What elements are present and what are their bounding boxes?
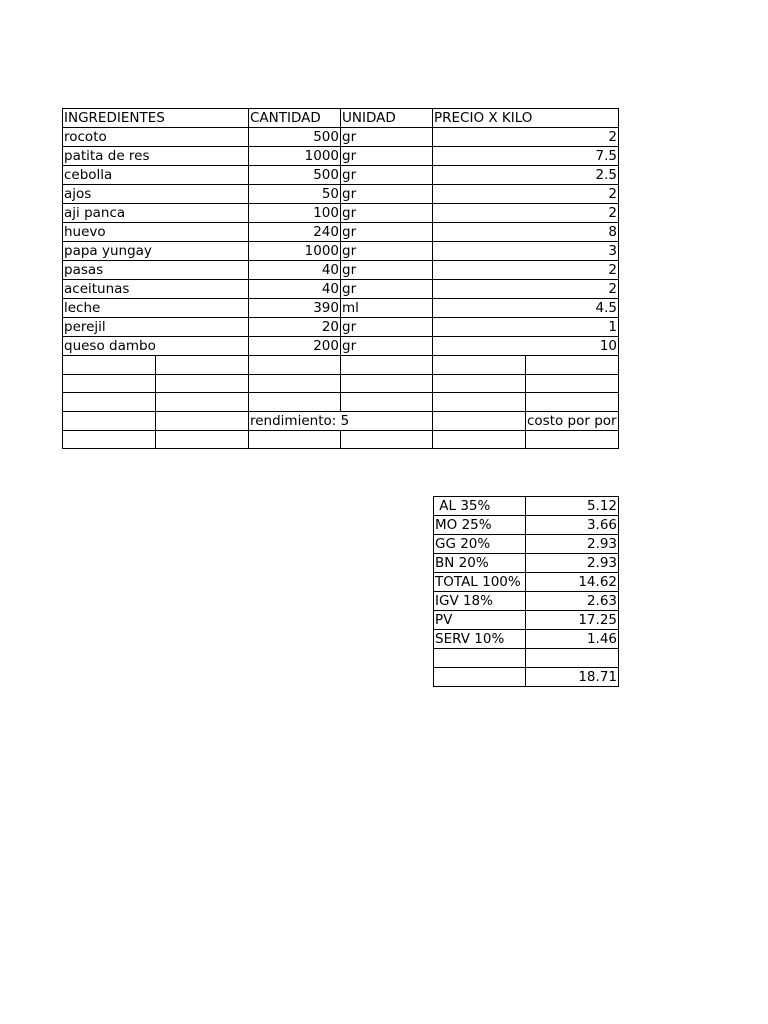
ingredient-unit-cell[interactable]: gr	[341, 147, 433, 166]
header-cantidad[interactable]: CANTIDAD	[249, 109, 341, 128]
blank-cell[interactable]	[249, 374, 341, 393]
ingredient-qty-cell[interactable]: 1000	[249, 242, 341, 261]
ingredient-qty-cell[interactable]: 1000	[249, 147, 341, 166]
ingredient-qty-cell[interactable]: 40	[249, 280, 341, 299]
blank-cell[interactable]	[341, 393, 433, 412]
blank-cell[interactable]	[63, 411, 156, 430]
header-ingredientes[interactable]: INGREDIENTES	[64, 110, 165, 126]
rendimiento-cell[interactable]: rendimiento: 5	[250, 412, 350, 429]
ingredient-name-cell[interactable]: huevo	[63, 223, 249, 242]
summary-label-cell[interactable]	[434, 649, 526, 668]
summary-value-cell[interactable]: 2.93	[526, 554, 619, 573]
rendimiento-row	[63, 411, 619, 430]
blank-cell[interactable]	[341, 411, 433, 430]
ingredient-row	[63, 223, 619, 242]
header-precio-x-kilo[interactable]: PRECIO X KILO	[434, 110, 533, 126]
ingredient-name-cell[interactable]: aceitunas	[63, 280, 249, 299]
blank-cell[interactable]	[156, 356, 249, 375]
summary-value-cell[interactable]: 18.71	[526, 667, 619, 686]
blank-cell[interactable]	[249, 393, 341, 412]
summary-label-cell[interactable]: TOTAL 100%	[434, 573, 526, 592]
summary-label-cell[interactable]: GG 20%	[434, 535, 526, 554]
ingredient-row	[63, 166, 619, 185]
ingredient-row	[63, 318, 619, 337]
ingredient-unit-cell[interactable]: gr	[341, 337, 433, 356]
ingredient-qty-cell[interactable]: 50	[249, 185, 341, 204]
blank-cell[interactable]	[341, 374, 433, 393]
ingredient-unit-cell[interactable]: gr	[341, 204, 433, 223]
summary-label-cell[interactable]: MO 25%	[434, 516, 526, 535]
costo-por-porcion-cell[interactable]: costo por por	[527, 412, 617, 429]
blank-cell[interactable]	[526, 356, 619, 375]
ingredient-unit-cell[interactable]: gr	[341, 318, 433, 337]
blank-cell[interactable]	[156, 411, 249, 430]
summary-label-cell[interactable]: AL 35%	[434, 497, 526, 516]
empty-row	[63, 430, 619, 449]
ingredient-qty-cell[interactable]: 100	[249, 204, 341, 223]
ingredient-row	[63, 261, 619, 280]
blank-cell[interactable]	[341, 430, 433, 449]
ingredient-row	[63, 128, 619, 147]
ingredient-name-cell[interactable]: pasas	[63, 261, 249, 280]
summary-row	[434, 554, 619, 573]
summary-value-cell[interactable]: 17.25	[526, 611, 619, 630]
summary-row	[434, 667, 619, 686]
empty-row	[63, 356, 619, 375]
ingredient-qty-cell[interactable]: 20	[249, 318, 341, 337]
blank-cell[interactable]	[156, 374, 249, 393]
summary-label-cell[interactable]: IGV 18%	[434, 592, 526, 611]
ingredient-qty-cell[interactable]: 500	[249, 128, 341, 147]
ingredient-unit-cell[interactable]: gr	[341, 261, 433, 280]
ingredient-unit-cell[interactable]: ml	[341, 299, 433, 318]
header-row	[63, 109, 619, 128]
ingredient-unit-cell[interactable]: gr	[341, 280, 433, 299]
summary-row	[434, 573, 619, 592]
ingredient-name-cell[interactable]: patita de res	[63, 147, 249, 166]
blank-cell[interactable]	[156, 430, 249, 449]
summary-value-cell[interactable]: 1.46	[526, 630, 619, 649]
blank-cell[interactable]	[63, 374, 156, 393]
ingredient-name-cell[interactable]: perejil	[63, 318, 249, 337]
ingredient-name-cell[interactable]: aji panca	[63, 204, 249, 223]
summary-label-cell[interactable]: PV	[434, 611, 526, 630]
ingredient-row	[63, 147, 619, 166]
summary-value-cell[interactable]: 2.93	[526, 535, 619, 554]
summary-row	[434, 535, 619, 554]
summary-row	[434, 611, 619, 630]
ingredient-qty-cell[interactable]: 500	[249, 166, 341, 185]
blank-cell[interactable]	[433, 393, 526, 412]
ingredient-price-cell[interactable]: 2	[433, 128, 619, 147]
blank-cell[interactable]	[433, 374, 526, 393]
ingredient-name-cell[interactable]: rocoto	[63, 128, 249, 147]
ingredient-price-cell[interactable]: 10	[433, 337, 619, 356]
summary-row	[434, 649, 619, 668]
blank-cell[interactable]	[341, 356, 433, 375]
ingredient-name-cell[interactable]: ajos	[63, 185, 249, 204]
summary-row	[434, 592, 619, 611]
blank-cell[interactable]	[433, 430, 526, 449]
ingredient-row	[63, 299, 619, 318]
blank-cell[interactable]	[63, 430, 156, 449]
ingredient-qty-cell[interactable]: 390	[249, 299, 341, 318]
blank-cell[interactable]	[156, 393, 249, 412]
blank-cell[interactable]	[526, 374, 619, 393]
ingredient-row	[63, 280, 619, 299]
blank-cell[interactable]	[63, 393, 156, 412]
empty-row	[63, 393, 619, 412]
ingredient-row	[63, 185, 619, 204]
ingredient-row	[63, 242, 619, 261]
ingredient-unit-cell[interactable]: gr	[341, 223, 433, 242]
summary-value-cell[interactable]: 2.63	[526, 592, 619, 611]
summary-value-cell[interactable]: 5.12	[526, 497, 619, 516]
ingredient-price-cell[interactable]: 1	[433, 318, 619, 337]
ingredient-row	[63, 204, 619, 223]
summary-label-cell[interactable]: SERV 10%	[434, 630, 526, 649]
ingredient-price-cell[interactable]: 4.5	[433, 299, 619, 318]
summary-value-cell[interactable]: 3.66	[526, 516, 619, 535]
ingredient-price-cell[interactable]: 2	[433, 204, 619, 223]
ingredient-name-cell[interactable]: leche	[63, 299, 249, 318]
blank-cell[interactable]	[526, 393, 619, 412]
blank-cell[interactable]	[433, 356, 526, 375]
ingredient-row	[63, 337, 619, 356]
ingredient-price-cell[interactable]: 2	[433, 185, 619, 204]
ingredient-price-cell[interactable]: 2	[433, 261, 619, 280]
ingredient-name-cell[interactable]: queso dambo	[63, 337, 249, 356]
empty-row	[63, 374, 619, 393]
summary-row	[434, 516, 619, 535]
ingredient-name-cell[interactable]: cebolla	[63, 166, 249, 185]
summary-value-cell[interactable]: 14.62	[526, 573, 619, 592]
ingredient-price-cell[interactable]: 2	[433, 280, 619, 299]
blank-cell[interactable]	[249, 430, 341, 449]
header-unidad[interactable]: UNIDAD	[341, 109, 433, 128]
summary-label-cell[interactable]: BN 20%	[434, 554, 526, 573]
header-blank-cell[interactable]	[526, 109, 619, 128]
ingredient-price-cell[interactable]: 7.5	[433, 147, 619, 166]
summary-label-cell[interactable]	[434, 667, 526, 686]
blank-cell[interactable]	[63, 356, 156, 375]
ingredient-unit-cell[interactable]: gr	[341, 166, 433, 185]
header-blank-cell[interactable]	[156, 109, 249, 128]
blank-cell[interactable]	[249, 356, 341, 375]
ingredient-unit-cell[interactable]: gr	[341, 242, 433, 261]
ingredient-name-cell[interactable]: papa yungay	[63, 242, 249, 261]
ingredient-qty-cell[interactable]: 40	[249, 261, 341, 280]
ingredient-unit-cell[interactable]: gr	[341, 185, 433, 204]
cost-summary-table	[433, 496, 619, 687]
blank-cell[interactable]	[433, 411, 526, 430]
summary-row	[434, 497, 619, 516]
ingredients-table	[62, 108, 619, 449]
ingredient-qty-cell[interactable]: 240	[249, 223, 341, 242]
ingredient-qty-cell[interactable]: 200	[249, 337, 341, 356]
summary-row	[434, 630, 619, 649]
ingredient-unit-cell[interactable]: gr	[341, 128, 433, 147]
ingredient-price-cell[interactable]: 2.5	[433, 166, 619, 185]
ingredient-price-cell[interactable]: 8	[433, 223, 619, 242]
ingredient-price-cell[interactable]: 3	[433, 242, 619, 261]
blank-cell[interactable]	[526, 430, 619, 449]
summary-value-cell[interactable]	[526, 649, 619, 668]
